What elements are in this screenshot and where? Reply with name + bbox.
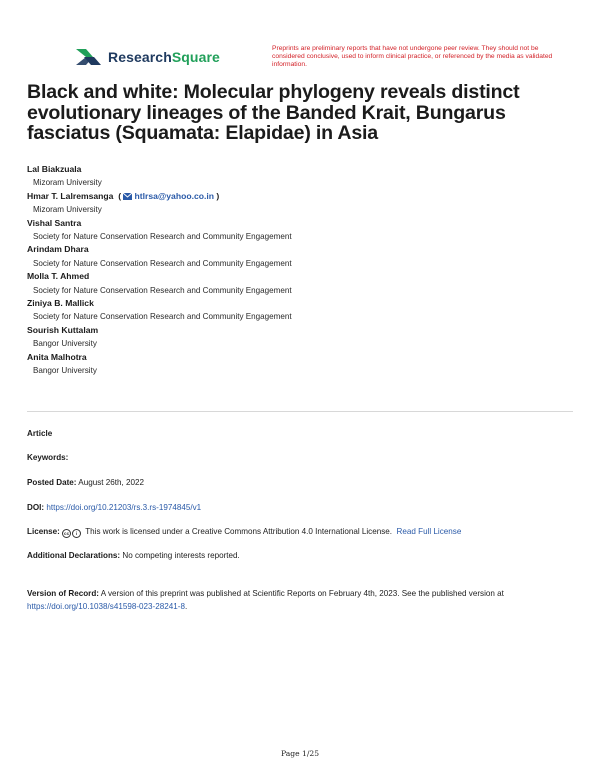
author-entry xyxy=(27,297,572,324)
preprint-notice: Preprints are preliminary reports that have not undergone peer review. They should not be considered conclusive, used to inform clinical practice, or referenced by the media as validated information. xyxy=(272,45,553,69)
author-entry xyxy=(27,324,572,351)
section-divider xyxy=(27,411,573,412)
author-entry xyxy=(27,217,572,244)
author-affiliation: Society for Nature Conservation Research and Community Engagement xyxy=(33,285,292,295)
author-affiliation: Mizoram University xyxy=(33,205,102,215)
research-square-logo-icon xyxy=(76,48,102,66)
author-name: Arindam Dhara xyxy=(27,244,89,255)
posted-date-line: Posted Date: August 26th, 2022 xyxy=(27,478,144,487)
author-affiliation: Mizoram University xyxy=(33,178,102,188)
author-entry xyxy=(27,351,572,378)
doi-line: DOI: https://doi.org/10.21203/rs.3.rs-1974845/v1 xyxy=(27,503,202,512)
declarations-line: Additional Declarations: No competing interests reported. xyxy=(27,551,240,560)
version-of-record: Version of Record: A version of this preprint was published at Scientific Reports on February 4th, 2023. See the published version at https://doi.org/10.1038/s41598-023-28241-8. xyxy=(27,589,504,611)
page-number: Page 1/25 xyxy=(280,749,320,758)
creative-commons-icon: cc i xyxy=(62,529,81,538)
author-name: Molla T. Ahmed xyxy=(27,271,90,282)
author-entry xyxy=(27,270,572,297)
author-entry xyxy=(27,190,572,217)
brand-name: ResearchSquare xyxy=(108,49,220,65)
author-affiliation: Bangor University xyxy=(33,339,97,349)
doi-link[interactable]: https://doi.org/10.21203/rs.3.rs-1974845/v1 xyxy=(46,503,202,512)
keywords-line: Keywords: xyxy=(27,453,69,462)
author-entry xyxy=(27,243,572,270)
published-version-link[interactable]: https://doi.org/10.1038/s41598-023-28241-8 xyxy=(27,601,185,611)
article-type: Article xyxy=(27,429,53,438)
envelope-icon xyxy=(123,193,132,200)
paper-title: Black and white: Molecular phylogeny reveals distinct evolutionary lineages of the Banded Krait, Bungarus fasciatus (Squamata: Elapidae) in Asia xyxy=(27,81,520,144)
author-affiliation: Society for Nature Conservation Research and Community Engagement xyxy=(33,258,292,268)
author-name: Ziniya B. Mallick xyxy=(27,298,94,309)
author-name: Lal Biakzuala xyxy=(27,164,82,174)
author-list xyxy=(27,163,572,378)
author-name: Sourish Kuttalam xyxy=(27,324,99,335)
author-email-link[interactable]: htlrsa@yahoo.co.in xyxy=(123,191,214,201)
author-affiliation: Bangor University xyxy=(33,366,97,376)
read-full-license-link[interactable]: Read Full License xyxy=(396,527,462,536)
research-square-logo[interactable] xyxy=(76,48,220,66)
license-line: License: cc i This work is licensed under a Creative Commons Attribution 4.0 International License. Read Full License xyxy=(27,527,462,536)
author-affiliation: Society for Nature Conservation Research and Community Engagement xyxy=(33,232,292,242)
author-name: Vishal Santra xyxy=(27,217,82,228)
author-entry xyxy=(27,163,572,190)
author-affiliation: Society for Nature Conservation Research and Community Engagement xyxy=(33,312,292,322)
author-name: Hmar T. Lalremsanga ( htlrsa@yahoo.co.in ) xyxy=(27,190,220,201)
author-name: Anita Malhotra xyxy=(27,351,87,362)
